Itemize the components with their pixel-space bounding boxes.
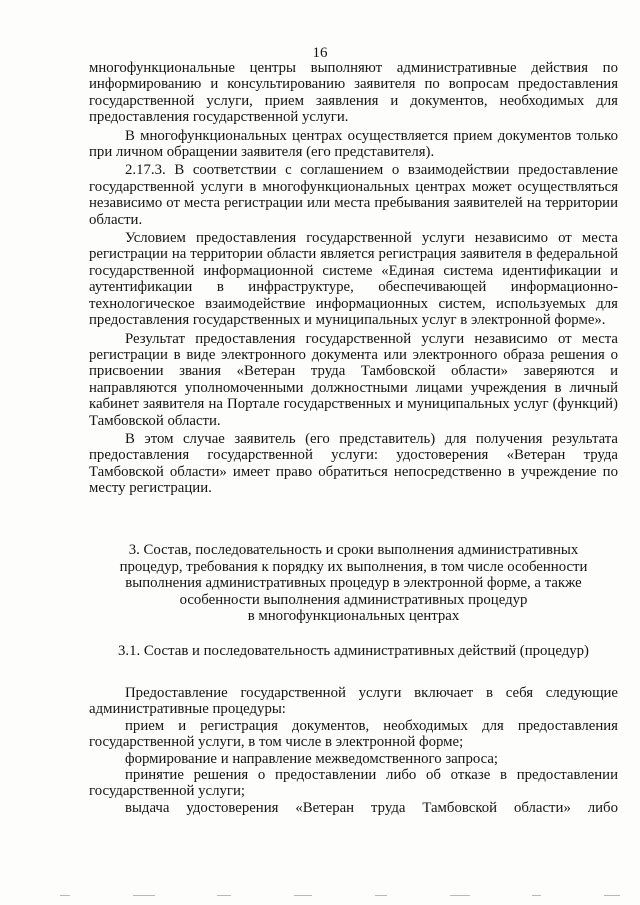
list-item-interagency-request: формирование и направление межведомственного запроса; xyxy=(125,750,499,767)
section-heading-line: процедур, требования к порядку их выполнения, в том числе особенности xyxy=(119,558,588,575)
list-item-issuance: выдача удостоверения «Ветеран труда Тамбовской области» либо xyxy=(125,799,618,816)
document-body xyxy=(89,60,618,497)
subsection-3-1-heading: 3.1. Состав и последовательность административных действий (процедур) xyxy=(118,643,589,659)
list-item-reception: прием и регистрация документов, необходимых для предоставления государственной услуги, в том числе в электронной форме; xyxy=(89,717,618,751)
page-number: 16 xyxy=(312,45,328,61)
section-heading-line: 3. Состав, последовательность и сроки выполнения административных xyxy=(128,542,579,558)
scan-footer-marks xyxy=(60,895,620,899)
section-3-heading xyxy=(89,542,618,625)
paragraph-applicant-right: В этом случае заявитель (его представитель) для получения результата предоставления государственной услуги: удостоверения «Ветеран труда Тамбовской области» имеет право обратиться непосредственно в учреждение по месту регистрации. xyxy=(89,430,618,497)
section-heading-line: особенности выполнения административных процедур xyxy=(179,591,528,608)
paragraph-2-17-3: 2.17.3. В соответствии с соглашением о взаимодействии предоставление государственной услуги в многофункциональных центрах может осуществляться независимо от места регистрации или места пребывания заявителей на территории области. xyxy=(89,162,618,228)
section-heading-line: в многофункциональных центрах xyxy=(247,608,460,625)
section-3-1-body xyxy=(89,685,618,816)
paragraph-procedures-intro: Предоставление государственной услуги включает в себя следующие административные процедуры: xyxy=(89,685,618,718)
section-heading-line: выполнения административных процедур в электронной форме, а также xyxy=(125,575,582,592)
paragraph-mfc-actions: многофункциональные центры выполняют административные действия по информированию и консультированию заявителя по вопросам предоставления государственной услуги, прием заявления и документов, необходимых для предоставления государственной услуги. xyxy=(89,60,618,126)
paragraph-result-electronic: Результат предоставления государственной услуги независимо от места регистрации в виде электронного документа или электронного образа решения о присвоении звания «Ветеран труда Тамбовской области» заверяются и направляются уполномоченными должностными лицами учреждения в личный кабинет заявителя на Портале государственных и муниципальных услуг (функций) Тамбовской области. xyxy=(89,330,618,429)
paragraph-personal-appeal: В многофункциональных центрах осуществляется прием документов только при личном обращении заявителя (его представителя). xyxy=(89,127,618,161)
paragraph-registration-condition: Условием предоставления государственной услуги независимо от места регистрации на территории области является регистрация заявителя в федеральной государственной информационной системе «Единая система идентификации и аутентификации в инфраструктуре, обеспечивающей информационно-технологическое взаимодействие информационных систем, используемых для предоставления государственных и муниципальных услуг в электронной форме». xyxy=(89,230,618,329)
list-item-decision: принятие решения о предоставлении либо об отказе в предоставлении государственной услуги; xyxy=(89,767,618,800)
